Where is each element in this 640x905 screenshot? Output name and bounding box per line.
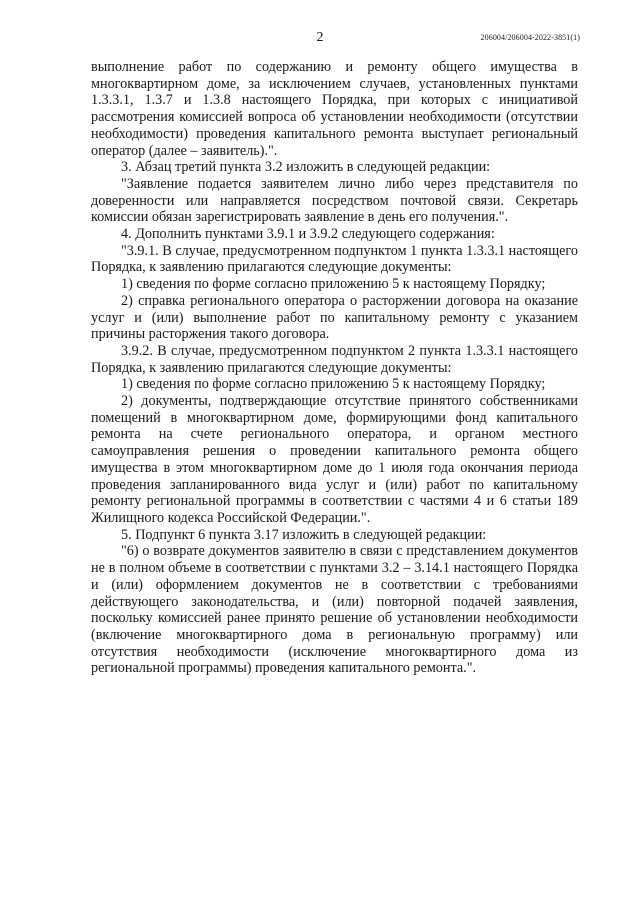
paragraph-3-9-1: "3.9.1. В случае, предусмотренном подпунктом 1 пункта 1.3.3.1 настоящего Порядка, к заявлению прилагаются следующие документы: <box>91 242 578 276</box>
paragraph-3-9-2: 3.9.2. В случае, предусмотренном подпунктом 2 пункта 1.3.3.1 настоящего Порядка, к заявлению прилагаются следующие документы: <box>91 342 578 376</box>
paragraph-item-5-quote: "6) о возврате документов заявителю в связи с представлением документов не в полном объеме в соответствии с пунктами 3.2 – 3.14.1 настоящего Порядка и (или) оформлением документов не в соответствии с требованиями действующего законодательства, и (или) повторной подачей заявления, поскольку комиссией ранее принято решение об установлении необходимости (включение многоквартирного дома в региональную программу) или отсутствия необходимости (исключение многоквартирного дома из региональной программы) проведения капитального ремонта.". <box>91 543 578 677</box>
paragraph-item-4: 4. Дополнить пунктами 3.9.1 и 3.9.2 следующего содержания: <box>121 226 495 243</box>
paragraph-item-5: 5. Подпункт 6 пункта 3.17 изложить в следующей редакции: <box>121 526 487 543</box>
paragraph-3-9-1-sub-2: 2) справка регионального оператора о расторжении договора на оказание услуг и (или) выполнение работ по капитальному ремонту с указанием причины расторжения такого договора. <box>91 292 578 343</box>
document-body <box>91 59 578 677</box>
paragraph-item-3-quote: "Заявление подается заявителем лично либо через представителя по доверенности или направляется посредством почтовой связи. Секретарь комиссии обязан зарегистрировать заявление в день его получения.". <box>91 175 578 226</box>
paragraph-3-9-2-sub-1: 1) сведения по форме согласно приложению 5 к настоящему Порядку; <box>121 376 546 393</box>
paragraph-3-9-1-sub-1: 1) сведения по форме согласно приложению 5 к настоящему Порядку; <box>121 276 546 293</box>
paragraph-3-9-2-sub-2: 2) документы, подтверждающие отсутствие принятого собственниками помещений в многоквартирном доме, формирующими фонд капитального ремонта на счете регионального оператора, и органом местного самоуправления решения о проведении капитального ремонта общего имущества в этом многоквартирном доме до 1 июля года окончания периода проведения запланированного вида услуг и (или) работ по капитальному ремонту региональной программы в соответствии с частями 4 и 6 статьи 189 Жилищного кодекса Российской Федерации.". <box>91 393 578 526</box>
paragraph-item-3: 3. Абзац третий пункта 3.2 изложить в следующей редакции: <box>121 159 491 176</box>
page-number: 2 <box>316 30 324 45</box>
paragraph-continuation: выполнение работ по содержанию и ремонту общего имущества в многоквартирном доме, за исключением случаев, установленных пунктами 1.3.3.1, 1.3.7 и 1.3.8 настоящего Порядка, при которых с инициативой рассмотрения комиссией вопроса об установлении необходимости (отсутствии необходимости) проведения капитального ремонта выступает региональный оператор (далее – заявитель).". <box>91 59 578 159</box>
document-id: 206004/206004-2022-3851(1) <box>480 33 580 42</box>
